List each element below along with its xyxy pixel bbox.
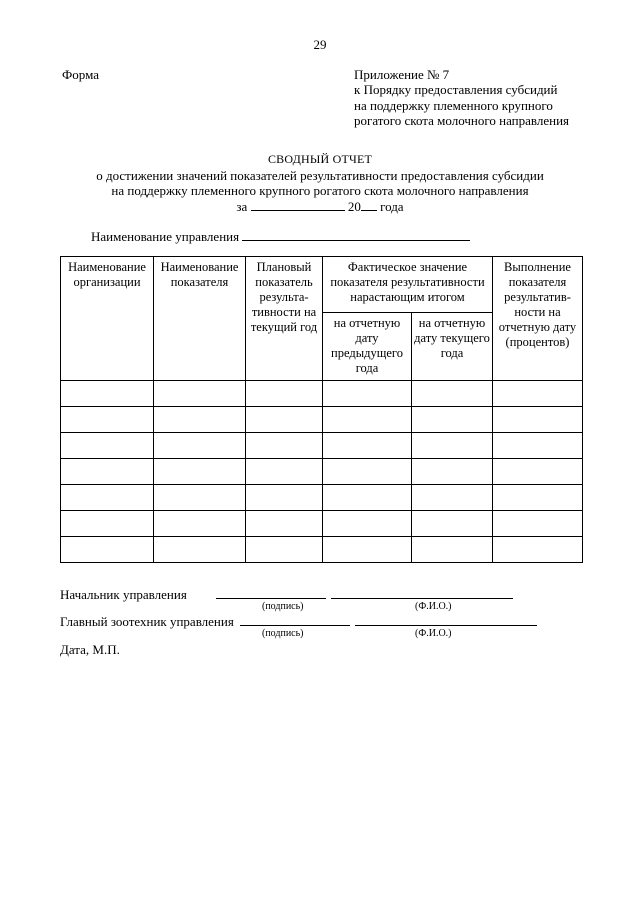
report-table <box>60 256 583 563</box>
appendix-line: рогатого скота молочного направления <box>354 112 570 128</box>
appendix-line: Приложение № 7 <box>354 67 450 82</box>
period-year-field[interactable] <box>361 199 377 211</box>
header-performance: Выполнение показателя результатив-ности на отчетную дату (процентов) <box>493 257 583 381</box>
table-cell[interactable] <box>412 433 493 459</box>
table-cell[interactable] <box>323 407 412 433</box>
name-caption: (Ф.И.О.) <box>415 628 452 639</box>
table-cell[interactable] <box>412 511 493 537</box>
header-planned: Плановый показатель результа-тивности на текущий год <box>246 257 323 381</box>
table-cell[interactable] <box>246 537 323 563</box>
appendix-block <box>354 67 569 128</box>
table-cell[interactable] <box>246 433 323 459</box>
table-cell[interactable] <box>323 433 412 459</box>
table-row <box>61 511 583 537</box>
sign-caption: (подпись) <box>262 628 304 639</box>
table-cell[interactable] <box>154 485 246 511</box>
table-cell[interactable] <box>154 381 246 407</box>
table-row <box>61 485 583 511</box>
table-cell[interactable] <box>493 433 583 459</box>
table-cell[interactable] <box>246 459 323 485</box>
table-cell[interactable] <box>246 381 323 407</box>
sign-caption: (подпись) <box>262 601 304 612</box>
table-cell[interactable] <box>61 381 154 407</box>
table-header-row <box>61 257 583 313</box>
header-indicator: Наименование показателя <box>154 257 246 381</box>
table-cell[interactable] <box>154 511 246 537</box>
period-prefix: за <box>236 198 248 214</box>
table-row <box>61 407 583 433</box>
head-signature-line[interactable] <box>216 598 326 599</box>
department-label: Наименование управления <box>91 229 240 244</box>
table-cell[interactable] <box>493 381 583 407</box>
table-cell[interactable] <box>323 381 412 407</box>
table-cell[interactable] <box>493 485 583 511</box>
zoo-signature-line[interactable] <box>240 625 350 626</box>
report-subtitle: на поддержку племенного крупного рогатого скота молочного направления <box>111 183 529 198</box>
appendix-line: на поддержку племенного крупного <box>354 97 553 113</box>
table-cell[interactable] <box>61 511 154 537</box>
table-cell[interactable] <box>323 537 412 563</box>
table-cell[interactable] <box>61 407 154 433</box>
name-caption: (Ф.И.О.) <box>415 601 452 612</box>
header-actual-prev: на отчетную дату предыдущего года <box>323 313 412 381</box>
table-cell[interactable] <box>412 407 493 433</box>
table-cell[interactable] <box>412 459 493 485</box>
table-cell[interactable] <box>493 511 583 537</box>
table-cell[interactable] <box>323 459 412 485</box>
table-cell[interactable] <box>246 485 323 511</box>
table-cell[interactable] <box>493 407 583 433</box>
table-cell[interactable] <box>412 485 493 511</box>
department-field[interactable] <box>242 229 470 241</box>
table-row <box>61 381 583 407</box>
table-cell[interactable] <box>154 407 246 433</box>
period-year-prefix: 20 <box>347 198 361 214</box>
table-cell[interactable] <box>412 537 493 563</box>
page-number: 29 <box>313 37 327 52</box>
report-title <box>0 152 640 214</box>
date-label: Дата, М.П. <box>60 642 120 657</box>
period-date-field[interactable] <box>251 199 345 211</box>
zoo-signature-label: Главный зоотехник управления <box>60 614 234 629</box>
table-cell[interactable] <box>61 433 154 459</box>
table-cell[interactable] <box>412 381 493 407</box>
header-actual: Фактическое значение показателя результативности нарастающим итогом <box>323 257 493 313</box>
table-cell[interactable] <box>154 459 246 485</box>
department-row <box>91 229 470 245</box>
report-heading: СВОДНЫЙ ОТЧЕТ <box>267 152 373 166</box>
report-subtitle: о достижении значений показателей результативности предоставления субсидии <box>96 167 544 183</box>
table-cell[interactable] <box>323 485 412 511</box>
form-label: Форма <box>62 67 99 82</box>
head-name-line[interactable] <box>331 598 513 599</box>
header-actual-curr: на отчетную дату текущего года <box>412 313 493 381</box>
table-cell[interactable] <box>493 537 583 563</box>
table-cell[interactable] <box>246 511 323 537</box>
table-row <box>61 433 583 459</box>
report-period <box>0 199 640 215</box>
table-cell[interactable] <box>61 459 154 485</box>
zoo-name-line[interactable] <box>355 625 537 626</box>
appendix-line: к Порядку предоставления субсидий <box>354 82 558 98</box>
table-cell[interactable] <box>154 537 246 563</box>
period-suffix: года <box>380 198 404 214</box>
table-cell[interactable] <box>154 433 246 459</box>
table-cell[interactable] <box>493 459 583 485</box>
header-organization: Наименование организации <box>61 257 154 381</box>
table-row <box>61 459 583 485</box>
table-cell[interactable] <box>61 537 154 563</box>
table-cell[interactable] <box>61 485 154 511</box>
table-row <box>61 537 583 563</box>
table-cell[interactable] <box>246 407 323 433</box>
head-signature-label: Начальник управления <box>60 587 187 602</box>
table-cell[interactable] <box>323 511 412 537</box>
